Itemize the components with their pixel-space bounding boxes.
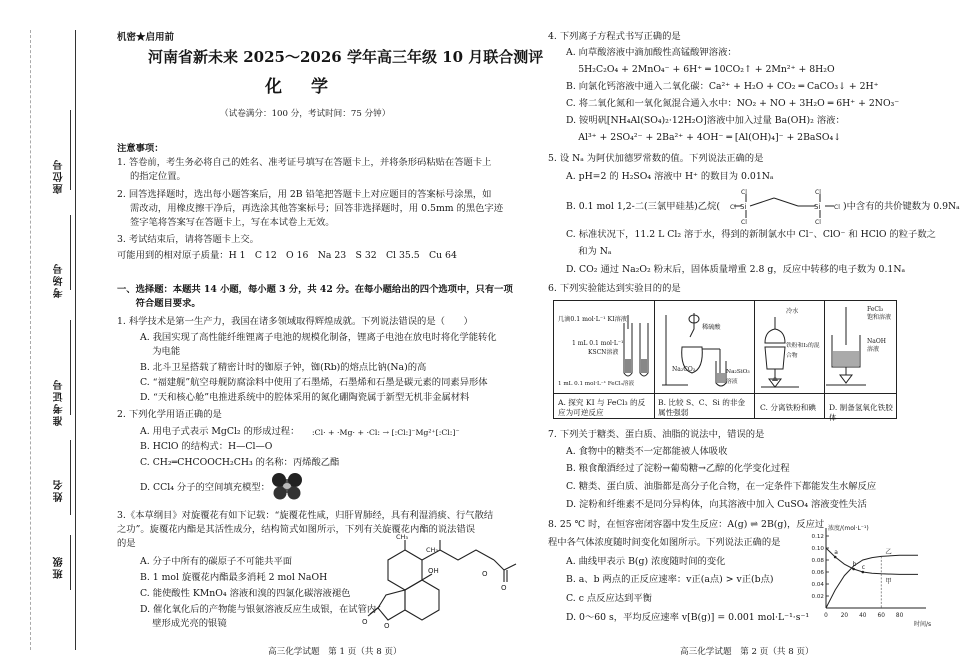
q3-option-d: D. 催化氧化后的产物能与银氨溶液反应生成银，在试管内 xyxy=(140,604,377,615)
svg-text:O: O xyxy=(482,570,488,578)
note-line: 的指定位置。 xyxy=(130,171,186,182)
svg-text:Cl: Cl xyxy=(741,189,747,196)
label-ticket: 准考证号 xyxy=(54,378,65,426)
q6d-label-fecl3: FeCl₃ xyxy=(867,306,884,313)
q4-option-c: C. 将二氧化氮和一氧化氮混合通入水中：NO₂ + NO + 3H₂O ═ 6H⁺ + 2NO₃⁻ xyxy=(566,98,900,109)
x-tick-label: 60 xyxy=(877,613,885,619)
page2-footer: 高三化学试题 第 2 页（共 8 页） xyxy=(680,647,814,657)
q7-option-c: C. 糖类、蛋白质、油脂都是高分子化合物，在一定条件下都能发生水解反应 xyxy=(566,481,877,492)
q5-option-a: A. pH=2 的 H₂SO₄ 溶液中 H⁺ 的数目为 0.01Nₐ xyxy=(566,171,774,182)
q6c-apparatus xyxy=(759,311,821,391)
q6b-label-na2co3: Na₂CO₃ xyxy=(672,366,696,373)
q4-option-d-eq: Al³⁺ + 2SO₄²⁻ + 2Ba²⁺ + 4OH⁻ ═ [Al(OH)₄]⁻ + 2BaSO₄↓ xyxy=(566,132,841,143)
y-tick-label: 0.02 xyxy=(811,594,824,600)
underline-name xyxy=(70,440,71,515)
series-label: 乙 xyxy=(885,547,892,556)
q8-stem-cont: 程中各气体浓度随时间变化如图所示。下列说法正确的是 xyxy=(548,537,781,548)
q2-stem: 2. 下列化学用语正确的是 xyxy=(117,409,222,420)
binding-dash xyxy=(30,30,31,650)
q8-option-b: B. a、b 两点的正反应速率：v正(a点) > v正(b点) xyxy=(566,574,774,585)
q1-option-a-cont: 为电能 xyxy=(140,346,181,357)
underline-class xyxy=(70,535,71,590)
binding-strip xyxy=(0,0,104,672)
svg-text:O: O xyxy=(384,622,390,630)
q7-option-b: B. 粮食酿酒经过了淀粉→葡萄糖→乙醇的化学变化过程 xyxy=(566,463,790,474)
q2-option-c: C. CH₂═CHCOOCH₂CH₃ 的名称：丙烯酸乙酯 xyxy=(140,457,340,468)
note-line: 2. 回答选择题时，选出每小题答案后，用 2B 铅笔把答题卡上对应题目的答案标号涂黑，如 xyxy=(117,189,492,200)
oh-label: OH xyxy=(428,567,439,575)
q6d-label-sol: 溶液 xyxy=(867,346,880,353)
q5-option-b-cont: )中含有的共价键数为 0.9Nₐ xyxy=(843,201,960,212)
q3-option-b: B. 1 mol 旋覆花内酯最多消耗 2 mol NaOH xyxy=(140,572,328,583)
svg-text:O: O xyxy=(501,584,507,592)
label-seat: 座位号 xyxy=(54,158,65,194)
q3-stem-cont: 的是 xyxy=(117,538,136,549)
q7-option-a: A. 食物中的糖类不一定都能被人体吸收 xyxy=(566,446,728,457)
exam-title: 河南省新未来 2025～2026 学年高三年级 10 月联合测评 xyxy=(148,48,544,66)
point-label: b xyxy=(852,561,857,568)
q8-concentration-chart xyxy=(800,522,940,628)
q8-stem: 8. 25 ℃ 时，在恒容密闭容器中发生反应：A(g) ⇌ 2B(g)，反应过 xyxy=(548,519,825,530)
q6d-label-sat: 饱和溶液 xyxy=(867,314,892,321)
svg-text:Cl: Cl xyxy=(741,219,747,226)
y-axis-label: 浓度/(mol·L⁻¹) xyxy=(828,525,869,532)
underline-ticket xyxy=(70,320,71,415)
y-tick-label: 0.06 xyxy=(811,570,824,576)
svg-text:CH₃: CH₃ xyxy=(396,533,409,541)
svg-text:Si: Si xyxy=(740,203,747,211)
x-tick-label: 20 xyxy=(840,613,849,619)
notes-header: 注意事项： xyxy=(117,143,164,154)
q6-apparatus-table xyxy=(553,300,897,422)
y-tick-label: 0.10 xyxy=(811,546,824,552)
svg-text:Cl: Cl xyxy=(730,204,736,211)
point-b xyxy=(852,568,855,571)
q6-caption-b: B. 比较 S、C、Si 的非金属性强弱 xyxy=(658,398,746,417)
q1-option-b: B. 北斗卫星搭载了精密计时的铷原子钟，铷(Rb)的熔点比钠(Na)的高 xyxy=(140,362,427,373)
q7-stem: 7. 下列关于糖类、蛋白质、油脂的说法中，错误的是 xyxy=(548,429,765,440)
series-line-甲 xyxy=(826,548,918,574)
q3-option-d-cont: 壁形成光亮的银镜 xyxy=(140,618,227,629)
point-c xyxy=(862,571,865,574)
q5-stem: 5. 设 Nₐ 为阿伏加德罗常数的值。下列说法正确的是 xyxy=(548,153,764,164)
q4-option-b: B. 向氯化钙溶液中通入二氧化碳：Ca²⁺ + H₂O + CO₂ ═ CaCO₃↓ + 2H⁺ xyxy=(566,81,879,92)
q6a-label-kscn2: KSCN溶液 xyxy=(588,349,619,356)
q6a-label-ki: 几滴0.1 mol·L⁻¹ KI溶液 xyxy=(558,316,627,323)
section-header: 符合题目要求。 xyxy=(117,298,201,309)
q1-option-c: C. “福建舰”航空母舰防腐涂料中使用了石墨烯，石墨烯和石墨是碳元素的同素异形体 xyxy=(140,377,488,388)
q6c-label-cold: 冷水 xyxy=(786,308,799,315)
q6d-label-naoh: NaOH xyxy=(867,338,886,345)
point-a xyxy=(834,556,837,559)
label-class: 班级 xyxy=(54,555,65,579)
q6-caption-c: C. 分离铁粉和碘 xyxy=(760,403,816,412)
inulicin-structure xyxy=(360,533,520,630)
q3-option-a: A. 分子中所有的碳原子不可能共平面 xyxy=(140,556,293,567)
q6-caption-d: D. 制备氢氧化铁胶体 xyxy=(829,403,893,422)
series-label: 甲 xyxy=(885,576,892,585)
y-tick-label: 0.04 xyxy=(811,582,824,588)
underline-seat xyxy=(70,110,71,190)
binding-line xyxy=(75,30,76,650)
x-axis-label: 时间/s xyxy=(914,621,932,628)
point-label: a xyxy=(834,549,838,556)
subject-title: 化 学 xyxy=(265,77,334,97)
x-tick-label: 80 xyxy=(895,613,904,619)
x-tick-label: 40 xyxy=(859,613,867,619)
q6a-label-fecl3: 1 mL 0.1 mol·L⁻¹ FeCl₃溶液 xyxy=(558,381,635,387)
q6b-apparatus xyxy=(658,309,752,391)
q8-option-a: A. 曲线甲表示 B(g) 浓度随时间的变化 xyxy=(566,556,726,567)
note-line: 3. 考试结束后，请将答题卡上交。 xyxy=(117,234,259,245)
q4-option-a: A. 向草酸溶液中滴加酸性高锰酸钾溶液： xyxy=(566,47,737,58)
label-room: 考场号 xyxy=(54,262,65,298)
q6a-label-kscn: 1 mL 0.1 mol·L⁻¹ xyxy=(572,340,624,347)
q6c-label-mix: 铁粉和I₂的混合物 xyxy=(786,343,820,359)
y-tick-label: 0.12 xyxy=(811,534,824,540)
section-header: 一、选择题：本题共 14 小题，每小题 3 分，共 42 分。在每小题给出的四个选项中，只有一项 xyxy=(117,284,513,295)
q6d-apparatus xyxy=(826,305,868,391)
svg-text:Cl: Cl xyxy=(815,189,821,196)
svg-text:O: O xyxy=(362,618,368,626)
q2-option-a: A. 用电子式表示 MgCl₂ 的形成过程： xyxy=(140,426,300,437)
point-label: c xyxy=(861,564,866,571)
silane-structure xyxy=(732,188,842,224)
note-line: 1. 答卷前，考生务必将自己的姓名、准考证号填写在答题卡上，并将条形码粘贴在答题卡上 xyxy=(117,157,492,168)
q6b-label-acid: 稀硫酸 xyxy=(702,324,721,331)
q4-option-d: D. 铵明矾[NH₄Al(SO₄)₂·12H₂O]溶液中加入过量 Ba(OH)₂ 溶液： xyxy=(566,115,845,126)
q3-option-c: C. 能使酸性 KMnO₄ 溶液和溴的四氯化碳溶液褪色 xyxy=(140,588,351,599)
x-tick-label: 0 xyxy=(824,613,828,619)
series-line-乙 xyxy=(826,555,918,608)
q6-caption-a: A. 探究 KI 与 FeCl₃ 的反应为可逆反应 xyxy=(558,398,646,417)
svg-text:CH₃: CH₃ xyxy=(426,546,439,554)
q1-option-d: D. “天和核心舱”电推进系统中的腔体采用的氮化硼陶瓷属于新型无机非金属材料 xyxy=(140,392,470,403)
exam-info: （试卷满分：100 分，考试时间：75 分钟） xyxy=(220,109,391,119)
q6b-label-na2sio3: Na₂SiO₃溶液 xyxy=(726,369,750,385)
q2-option-d: D. CCl₄ 分子的空间填充模型： xyxy=(140,482,270,493)
q5-option-d: D. CO₂ 通过 Na₂O₂ 粉末后，固体质量增重 2.8 g，反应中转移的电子数为 0.1Nₐ xyxy=(566,264,906,275)
q1-stem: 1. 科学技术是第一生产力，我国在诸多领域取得辉煌成就。下列说法错误的是（ ） xyxy=(117,316,473,327)
q7-option-d: D. 淀粉和纤维素不是同分异构体，向其溶液中加入 CuSO₄ 溶液变性失活 xyxy=(566,499,867,510)
secret-mark: 机密★启用前 xyxy=(117,32,175,43)
q5-option-c-cont: 和为 Nₐ xyxy=(566,246,612,257)
q8-option-c: C. c 点反应达到平衡 xyxy=(566,593,652,604)
q5-option-b: B. 0.1 mol 1,2-二(三氯甲硅基)乙烷( xyxy=(566,201,721,212)
ccl4-filling-model xyxy=(272,471,302,501)
q1-option-a: A. 我国实现了高性能纤维锂离子电池的规模化制备，锂离子电池在放电时将化学能转化 xyxy=(140,332,497,343)
svg-text:Si: Si xyxy=(814,203,821,211)
note-line: 需改动，用橡皮擦干净后，再选涂其他答案标号；回答非选择题时，用 0.5mm 的黑色字迹 xyxy=(130,203,504,214)
q4-stem: 4. 下列离子方程式书写正确的是 xyxy=(548,31,681,42)
q6a-tubes xyxy=(614,315,654,381)
q8-option-d: D. 0～60 s，平均反应速率 v[B(g)] = 0.001 mol·L⁻¹·s⁻¹ xyxy=(566,612,810,623)
q4-option-a-eq: 5H₂C₂O₄ + 2MnO₄⁻ + 6H⁺ ═ 10CO₂↑ + 2Mn²⁺ + 8H₂O xyxy=(566,64,835,75)
q3-stem-cont: 之功”。旋覆花内酯是其活性成分，结构简式如图所示，下列有关旋覆花内酯的说法错误 xyxy=(117,524,476,535)
q2-option-b: B. HClO 的结构式：H—Cl—O xyxy=(140,441,273,452)
q2-electron-formula: :Cl· + ·Mg· + ·Cl: → [:Cl:]⁻Mg²⁺[:Cl:]⁻ xyxy=(312,428,460,437)
q3-stem: 3.《本草纲目》对旋覆花有如下记载：“旋覆花性咸，归肝胃肺经，具有利湿消痰、行气散结 xyxy=(117,510,494,521)
underline-room xyxy=(70,215,71,290)
svg-text:Cl: Cl xyxy=(815,219,821,226)
svg-text:Cl: Cl xyxy=(834,204,840,211)
atomic-masses: 可能用到的相对原子质量：H 1 C 12 O 16 Na 23 S 32 Cl 35.5 Cu 64 xyxy=(117,250,457,261)
q6-stem: 6. 下列实验能达到实验目的的是 xyxy=(548,283,681,294)
y-tick-label: 0.08 xyxy=(811,558,824,564)
q5-option-c: C. 标准状况下，11.2 L Cl₂ 溶于水，得到的新制氯水中 Cl⁻、ClO⁻ 和 HClO 的粒子数之 xyxy=(566,229,936,240)
label-name: 姓名 xyxy=(54,478,65,502)
note-line: 签字笔将答案写在答题卡上，写在本试卷上无效。 xyxy=(130,217,335,228)
page1-footer: 高三化学试题 第 1 页（共 8 页） xyxy=(268,647,402,657)
